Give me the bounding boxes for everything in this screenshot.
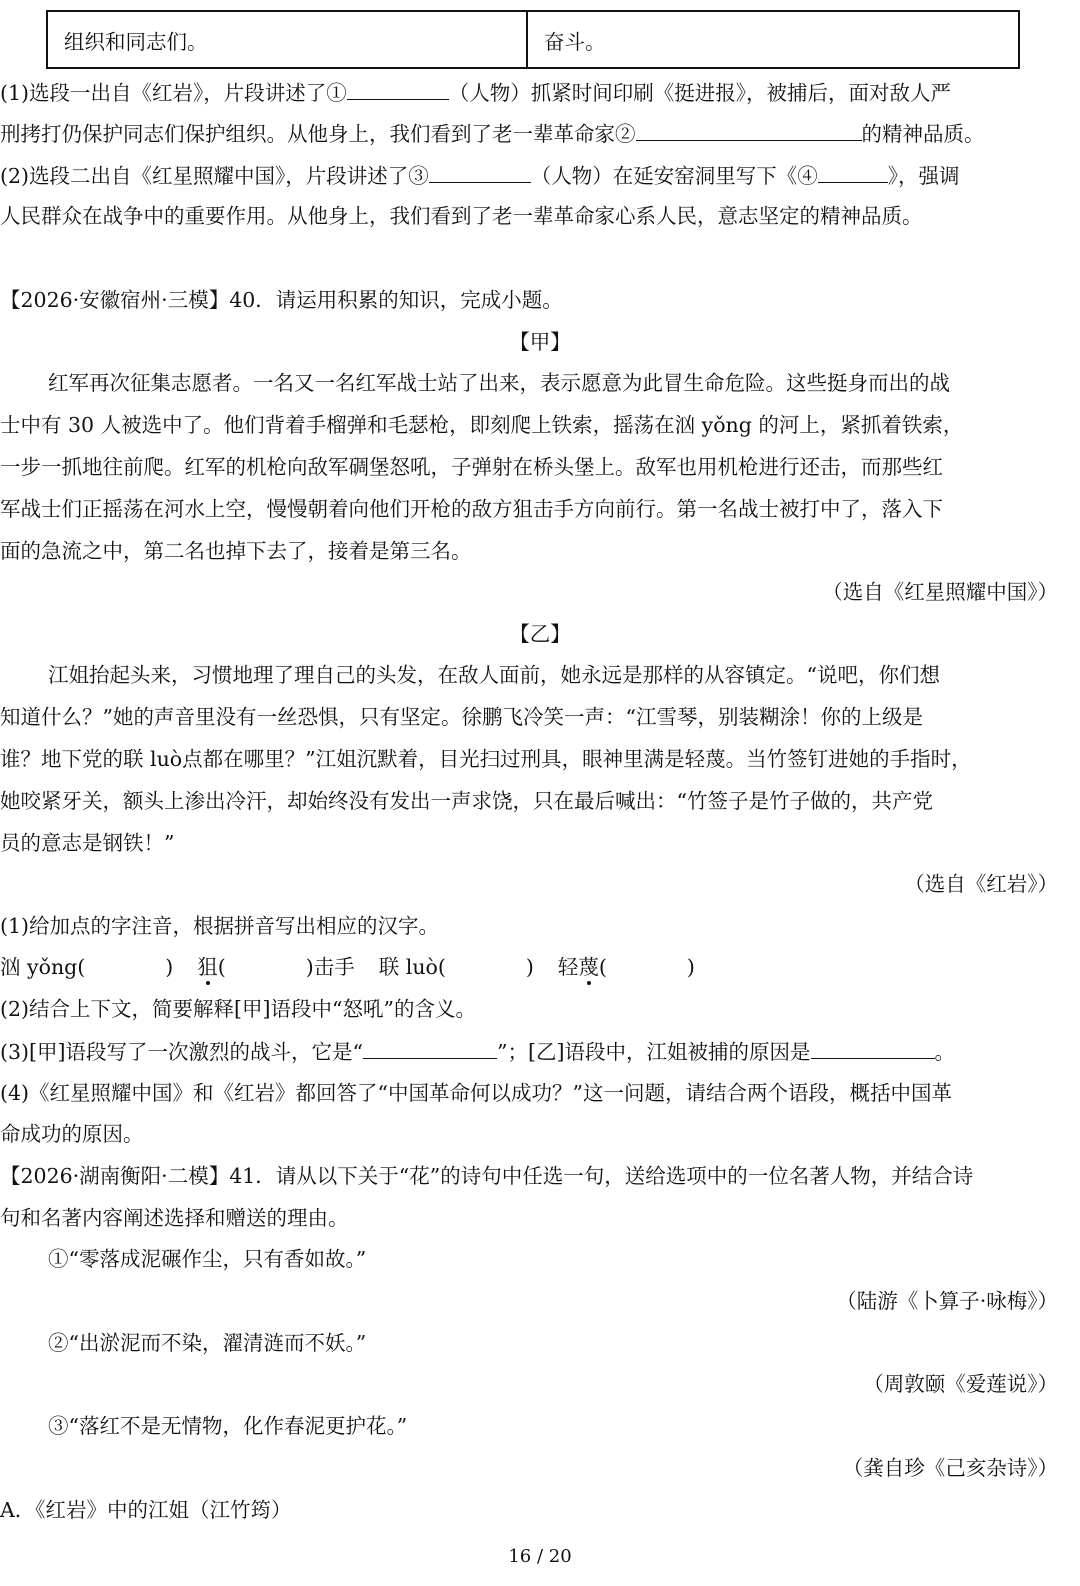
q39-sub1-line1: (1)选段一出自《红岩》，片段讲述了① （人物）抓紧时间印刷《挺进报》，被捕后，面对敌人严 xyxy=(0,81,952,105)
blank-2[interactable] xyxy=(636,120,862,141)
poem-3-source: （龚自珍《己亥杂诗》） xyxy=(842,1456,1058,1480)
q40-sub3: (3)[甲]语段写了一次激烈的战斗，它是“ ”；[乙]语段中，江姐被捕的原因是 。 xyxy=(0,1040,955,1064)
q39-sub2-line1: (2)选段二出自《红星照耀中国》，片段讲述了③ （人物）在延安窑洞里写下《④ 》，强调 xyxy=(0,164,960,188)
answer-table xyxy=(46,10,1020,69)
poem-2-source: （周敦颐《爱莲说》） xyxy=(863,1372,1058,1396)
yi-source: （选自《红岩》） xyxy=(904,872,1058,896)
option-a: A．《红岩》中的江姐（江竹筠） xyxy=(0,1498,292,1522)
poem-1: ①“零落成泥碾作尘，只有香如故。” xyxy=(48,1247,367,1271)
dotted-char-ju: 狙 xyxy=(197,955,218,979)
blank-1[interactable] xyxy=(347,79,449,100)
q40-sub2: (2)结合上下文，简要解释[甲]语段中“怒吼”的含义。 xyxy=(0,997,476,1021)
yi-line: 员的意志是钢铁！” xyxy=(0,831,175,855)
yi-line: 江姐抬起头来，习惯地理了理自己的头发，在敌人面前，她永远是那样的从容镇定。“说吧，你们想 xyxy=(48,663,940,687)
blank-3[interactable] xyxy=(429,162,531,183)
pinyin-row: 汹 yǒng( ) 狙( )击手 联 luò( ) 轻蔑( ) xyxy=(0,955,695,979)
q41-header-line1: 【2026·湖南衡阳·二模】41．请从以下关于“花”的诗句中任选一句，送给选项中的一位名著人物，并结合诗 xyxy=(0,1164,974,1188)
q40-header: 【2026·安徽宿州·三模】40．请运用积累的知识，完成小题。 xyxy=(0,288,563,312)
jia-title: 【甲】 xyxy=(509,330,571,354)
jia-line: 面的急流之中，第二名也掉下去了，接着是第三名。 xyxy=(0,539,472,563)
poem-2: ②“出淤泥而不染，濯清涟而不妖。” xyxy=(48,1331,367,1355)
jia-line: 士中有 30 人被选中了。他们背着手榴弹和毛瑟枪，即刻爬上铁索，摇荡在汹 yǒng 的河上，紧抓着铁索， xyxy=(0,413,964,437)
q39-sub2-line2: 人民群众在战争中的重要作用。从他身上，我们看到了老一辈革命家心系人民，意志坚定的精神品质。 xyxy=(0,204,923,228)
dotted-char-mie: 蔑 xyxy=(578,955,599,979)
blank-6[interactable] xyxy=(811,1038,935,1059)
blank-4[interactable] xyxy=(818,162,888,183)
q40-sub4-line1: (4)《红星照耀中国》和《红岩》都回答了“中国革命何以成功？”这一问题，请结合两个语段，概括中国革 xyxy=(0,1081,952,1105)
poem-3: ③“落红不是无情物，化作春泥更护花。” xyxy=(48,1414,408,1438)
q40-sub4-line2: 命成功的原因。 xyxy=(0,1122,144,1146)
jia-line: 一步一抓地往前爬。红军的机枪向敌军碉堡怒吼，子弹射在桥头堡上。敌军也用机枪进行还击，而那些红 xyxy=(0,455,943,479)
table-cell-left: 组织和同志们。 xyxy=(48,12,528,67)
blank-5[interactable] xyxy=(363,1038,497,1059)
q41-header-line2: 句和名著内容阐述选择和赠送的理由。 xyxy=(0,1206,349,1230)
q40-sub1: (1)给加点的字注音，根据拼音写出相应的汉字。 xyxy=(0,914,440,938)
table-cell-right: 奋斗。 xyxy=(544,29,606,54)
yi-title: 【乙】 xyxy=(509,622,571,646)
jia-source: （选自《红星照耀中国》） xyxy=(822,580,1058,604)
page-number: 16 / 20 xyxy=(508,1546,572,1567)
yi-line: 知道什么？”她的声音里没有一丝恐惧，只有坚定。徐鹏飞冷笑一声：“江雪琴，别装糊涂！你的上级是 xyxy=(0,705,923,729)
poem-1-source: （陆游《卜算子·咏梅》） xyxy=(836,1289,1058,1313)
yi-line: 谁？地下党的联 luò点都在哪里？”江姐沉默着，目光扫过刑具，眼神里满是轻蔑。当竹签钉进她的手指时， xyxy=(0,747,972,771)
jia-line: 红军再次征集志愿者。一名又一名红军战士站了出来，表示愿意为此冒生命危险。这些挺身而出的战 xyxy=(48,371,950,395)
q39-sub1-line2: 刑拷打仍保护同志们保护组织。从他身上，我们看到了老一辈革命家② 的精神品质。 xyxy=(0,122,985,146)
yi-line: 她咬紧牙关，额头上渗出冷汗，却始终没有发出一声求饶，只在最后喊出：“竹签子是竹子做的，共产党 xyxy=(0,789,933,813)
jia-line: 军战士们正摇荡在河水上空，慢慢朝着向他们开枪的敌方狙击手方向前行。第一名战士被打中了，落入下 xyxy=(0,497,943,521)
